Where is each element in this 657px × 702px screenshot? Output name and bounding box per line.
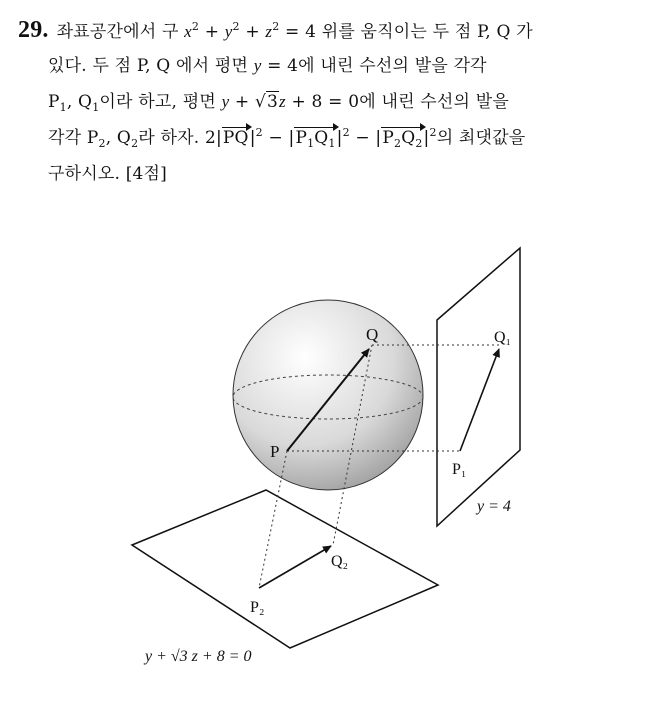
text-seg: 에 내린 수선의 발을 [359,92,510,112]
problem-number: 29. [18,17,49,43]
text-seg: 위를 움직이는 두 점 P, Q 가 [316,22,533,42]
label-plane-y: y = 4 [477,498,511,515]
label-q1: Q₁ [494,329,512,346]
text-seg: 이라 하고, 평면 [99,92,222,112]
text-seg: 좌표공간에서 구 [56,22,185,42]
label-q2: Q₂ [331,553,349,570]
label-p: P [270,442,280,461]
plane-y-4 [437,248,520,526]
equation-plane-tilted: y + √3z + 8 = 0 [221,92,360,112]
equation-sphere: $x^2 + y^2 + z^2 = 4$ [184,20,317,42]
label-q: Q [366,325,379,344]
points-p1-q1: $P_1$, $Q_1$ [48,92,100,114]
label-plane-tilted: y + √3 z + 8 = 0 [145,648,252,665]
expression-max: 2| $PQ|^2$ − | $P_1Q_1|^2$ − | $P_2Q_2|^2$ [205,128,437,148]
equation-plane-y: y = 4 [253,56,299,76]
points-p2-q2: $P_2$, $Q_2$ [86,128,139,150]
text-seg: 있다. 두 점 P, Q 에서 평면 [48,56,254,76]
sphere [233,300,423,490]
text-seg: 각각 [48,128,87,148]
plane-tilted [132,490,438,648]
label-p2: P₂ [250,599,265,616]
label-p1: P₁ [452,461,467,478]
text-seg: 구하시오. [4점] [48,164,167,184]
text-seg: 에 내린 수선의 발을 각각 [298,56,487,76]
text-seg: 라 하자. [138,128,205,148]
text-seg: 의 최댓값을 [436,128,526,148]
